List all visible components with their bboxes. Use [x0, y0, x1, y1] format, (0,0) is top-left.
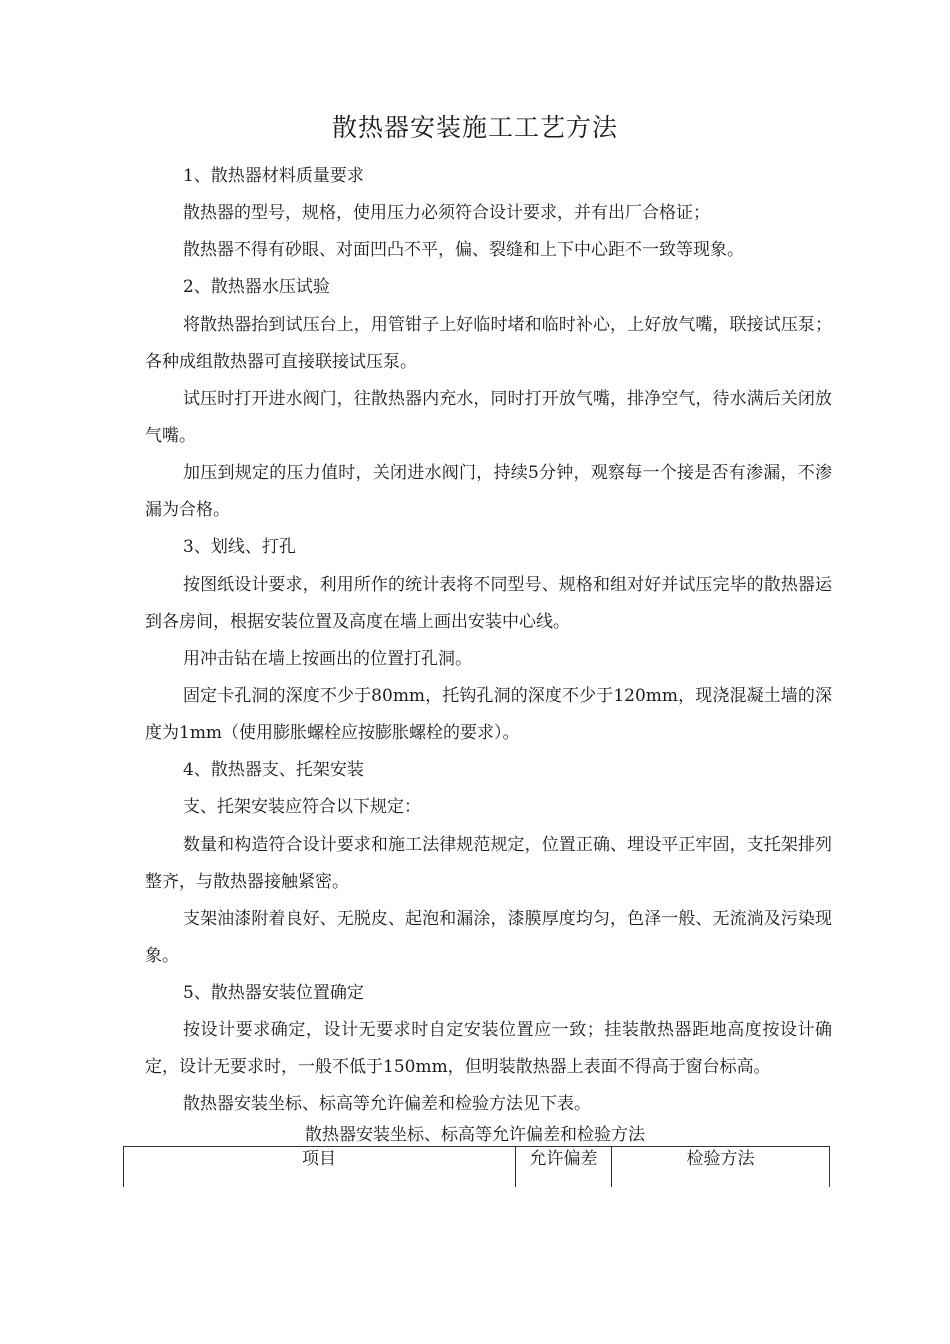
- deviation-table: [123, 1146, 830, 1187]
- section-heading: 2、散热器水压试验: [183, 277, 330, 297]
- paragraph: 将散热器抬到试压台上，用管钳子上好临时堵和临时补心，上好放气嘴，联接试压泵；各种成组散热器可直接联接试压泵。: [145, 315, 832, 372]
- paragraph: 按设计要求确定，设计无要求时自定安装位置应一致；挂装散热器距地高度按设计确定，设计无要求时，一般不低于150mm，但明装散热器上表面不得高于窗台标高。: [145, 1020, 832, 1077]
- paragraph: 加压到规定的压力值时，关闭进水阀门，持续5分钟，观察每一个接是否有渗漏，不渗漏为合格。: [145, 463, 832, 520]
- paragraph: 散热器的型号，规格，使用压力必须符合设计要求，并有出厂合格证；: [183, 203, 710, 223]
- paragraph: 按图纸设计要求，利用所作的统计表将不同型号、规格和组对好并试压完毕的散热器运到各房间，根据安装位置及高度在墙上画出安装中心线。: [145, 575, 832, 632]
- paragraph: 散热器不得有砂眼、对面凹凸不平，偏、裂缝和上下中心距不一致等现象。: [183, 240, 744, 260]
- section-heading: 1、散热器材料质量要求: [183, 166, 364, 186]
- paragraph: 支架油漆附着良好、无脱皮、起泡和漏涂，漆膜厚度均匀，色泽一般、无流淌及污染现象。: [145, 909, 832, 966]
- table-header-method: 检验方法: [686, 1149, 755, 1169]
- section-heading: 3、划线、打孔: [183, 537, 296, 557]
- section-heading: 5、散热器安装位置确定: [183, 983, 364, 1003]
- table-header-tolerance: 允许偏差: [529, 1149, 598, 1169]
- paragraph: 数量和构造符合设计要求和施工法律规范规定，位置正确、埋设平正牢固，支托架排列整齐，与散热器接触紧密。: [145, 835, 832, 892]
- paragraph: 固定卡孔洞的深度不少于80mm，托钩孔洞的深度不少于120mm，现浇混凝土墙的深度为1mm（使用膨胀螺栓应按膨胀螺栓的要求）。: [145, 686, 832, 743]
- table-header-item: 项目: [302, 1149, 336, 1169]
- section-heading: 4、散热器支、托架安装: [183, 760, 364, 780]
- paragraph: 用冲击钻在墙上按画出的位置打孔洞。: [183, 649, 472, 669]
- paragraph: 散热器安装坐标、标高等允许偏差和检验方法见下表。: [183, 1094, 591, 1114]
- paragraph: 支、托架安装应符合以下规定：: [183, 797, 421, 817]
- paragraph: 试压时打开进水阀门，往散热器内充水，同时打开放气嘴，排净空气，待水满后关闭放气嘴。: [145, 389, 832, 446]
- document-title: 散热器安装施工工艺方法: [331, 113, 618, 142]
- table-caption: 散热器安装坐标、标高等允许偏差和检验方法: [305, 1125, 645, 1145]
- table-border-right: [829, 1147, 830, 1187]
